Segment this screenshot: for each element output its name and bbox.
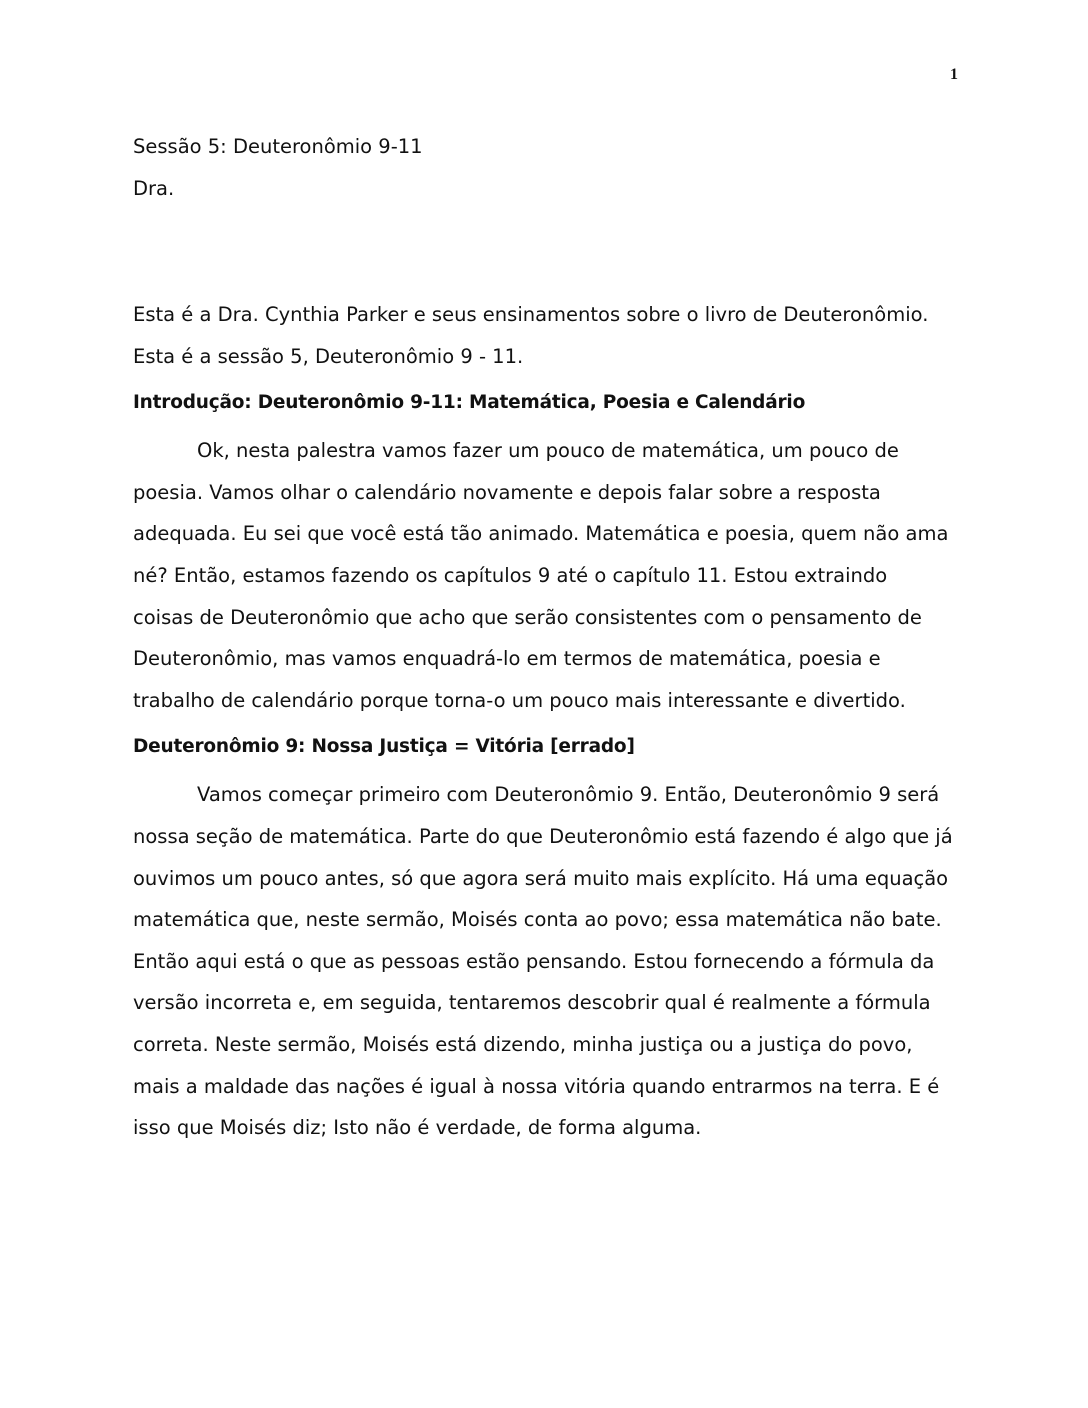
session-title: Sessão 5: Deuteronômio 9-11 xyxy=(133,135,423,158)
section-paragraph-deuteronomy-9: Vamos começar primeiro com Deuteronômio 9. Então, Deuteronômio 9 será nossa seção de matemática. Parte do que Deuteronômio está fazendo é algo que já ouvimos um pouco antes, só que agora será muito mais explícito. Há uma equação matemática que, neste sermão, Moisés conta ao povo; essa matemática não bate. Então aqui está o que as pessoas estão pensando. Estou fornecendo a fórmula da versão incorreta e, em seguida, tentaremos descobrir qual é realmente a fórmula correta. Neste sermão, Moisés está dizendo, minha justiça ou a justiça do povo, mais a maldade das nações é igual à nossa vitória quando entrarmos na terra. E é isso que Moisés diz; Isto não é verdade, de forma alguma. xyxy=(133,783,953,1140)
section-heading-introduction: Introdução: Deuteronômio 9-11: Matemática, Poesia e Calendário xyxy=(133,392,806,414)
intro-paragraph: Esta é a Dra. Cynthia Parker e seus ensinamentos sobre o livro de Deuteronômio. Esta é a sessão 5, Deuteronômio 9 - 11. xyxy=(133,303,929,368)
document-body xyxy=(133,126,953,1154)
page-number: 1 xyxy=(950,66,958,83)
section-paragraph-introduction: Ok, nesta palestra vamos fazer um pouco de matemática, um pouco de poesia. Vamos olhar o calendário novamente e depois falar sobre a resposta adequada. Eu sei que você está tão animado. Matemática e poesia, quem não ama né? Então, estamos fazendo os capítulos 9 até o capítulo 11. Estou extraindo coisas de Deuteronômio que acho que serão consistentes com o pensamento de Deuteronômio, mas vamos enquadrá-lo em termos de matemática, poesia e trabalho de calendário porque torna-o um pouco mais interessante e divertido. xyxy=(133,439,949,712)
section-heading-deuteronomy-9: Deuteronômio 9: Nossa Justiça = Vitória [errado] xyxy=(133,736,635,758)
author-line: Dra. xyxy=(133,177,175,200)
